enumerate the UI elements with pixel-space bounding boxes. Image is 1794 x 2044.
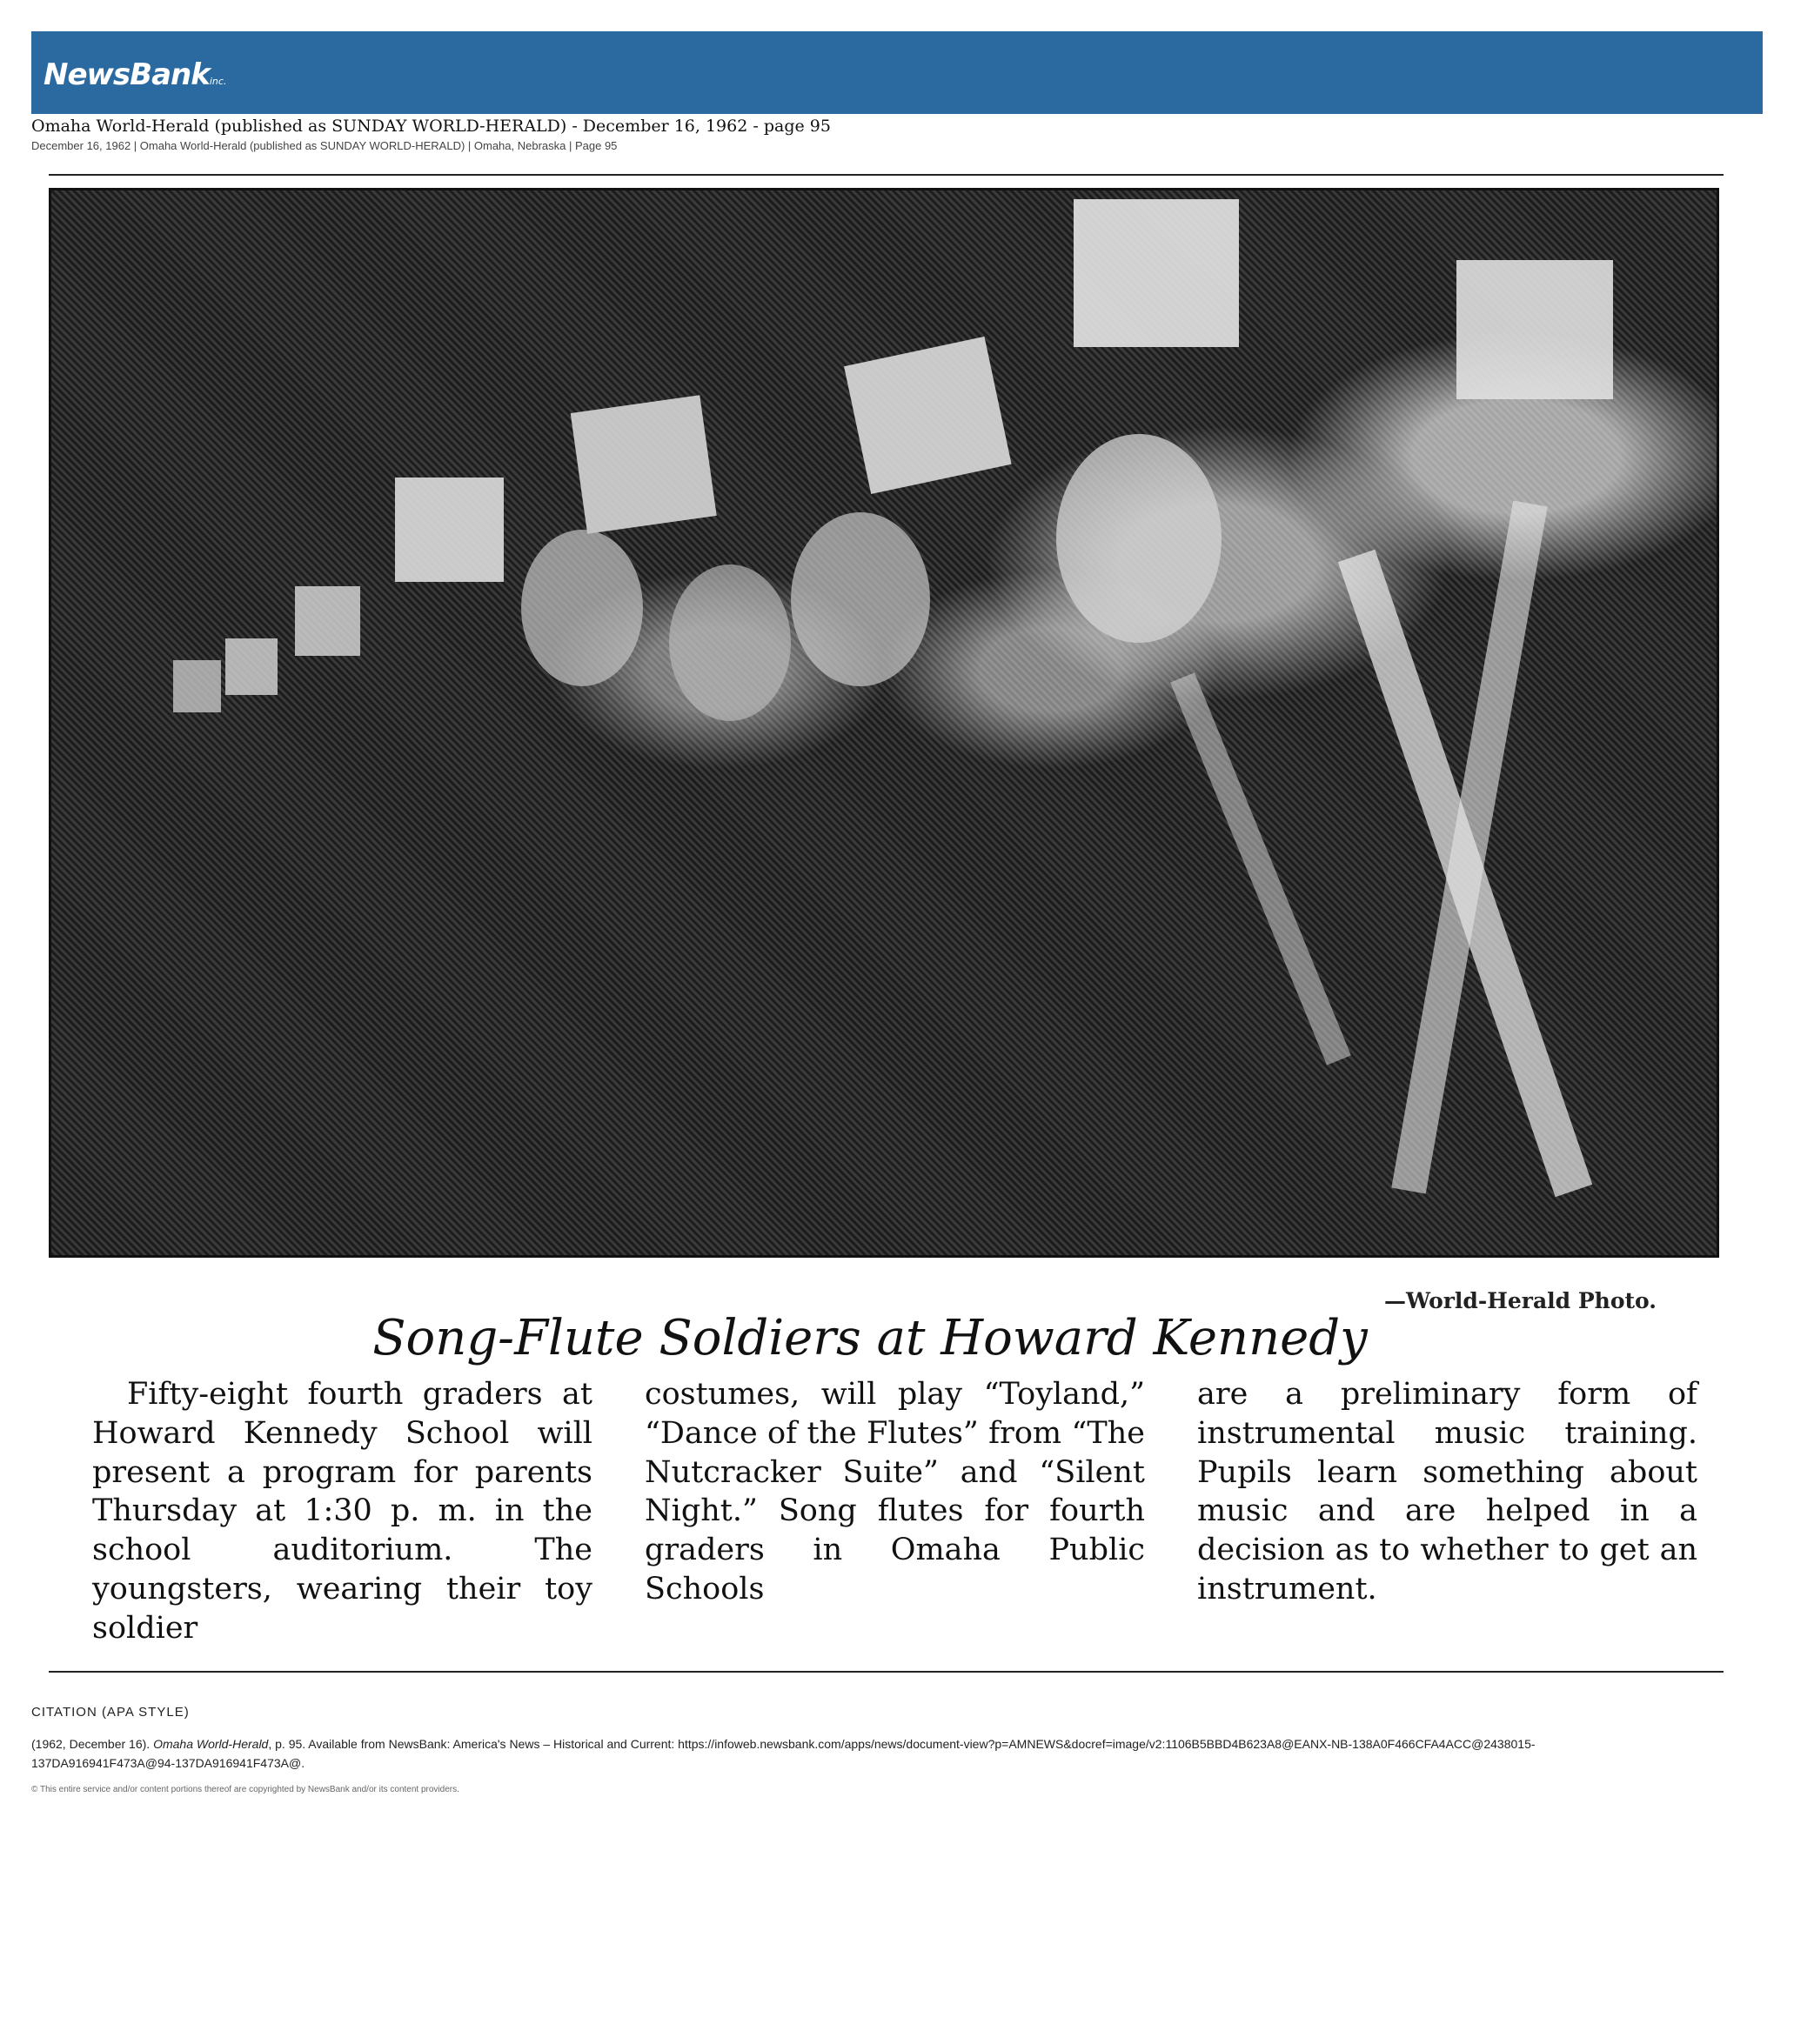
newsbank-logo[interactable] bbox=[44, 57, 226, 92]
header-bar bbox=[31, 31, 1763, 114]
photo-shapes bbox=[51, 190, 1717, 1255]
article-column-2 bbox=[645, 1375, 1145, 1648]
article-headline: Song-Flute Soldiers at Howard Kennedy bbox=[372, 1310, 1368, 1366]
photo-credit: —World-Herald Photo. bbox=[1384, 1288, 1657, 1313]
article-paragraph: are a preliminary form of instrumental music training. Pupils learn something about music and are helped in a decision as to whether to get an instrument. bbox=[1197, 1377, 1697, 1606]
citation-source: Omaha World-Herald bbox=[153, 1737, 269, 1751]
top-rule bbox=[49, 174, 1724, 176]
citation-heading: CITATION (APA STYLE) bbox=[31, 1705, 190, 1720]
article-photo bbox=[49, 188, 1719, 1258]
article-column-3 bbox=[1197, 1375, 1697, 1648]
article-paragraph: costumes, will play “Toyland,” “Dance of the Flutes” from “The Nutcracker Suite” and “Silent Night.” Song flutes for fourth graders in Omaha Public Schools bbox=[645, 1377, 1145, 1606]
document-meta: December 16, 1962 | Omaha World-Herald (published as SUNDAY WORLD-HERALD) | Omaha, Nebraska | Page 95 bbox=[31, 139, 618, 152]
copyright-notice: © This entire service and/or content portions thereof are copyrighted by NewsBank and/or its content providers. bbox=[31, 1785, 459, 1794]
logo-text: NewsBank bbox=[44, 57, 210, 92]
citation-text bbox=[31, 1734, 1597, 1773]
newspaper-clipping bbox=[31, 170, 1709, 1684]
logo-suffix: inc. bbox=[209, 76, 227, 87]
bottom-rule bbox=[49, 1671, 1724, 1673]
document-title: Omaha World-Herald (published as SUNDAY WORLD-HERALD) - December 16, 1962 - page 95 bbox=[31, 117, 831, 136]
article-body bbox=[92, 1375, 1710, 1648]
article-paragraph: Fifty-eight fourth graders at Howard Kennedy School will present a program for parents Thursday at 1:30 p. m. in the school auditorium. The youngsters, wearing their toy soldier bbox=[92, 1377, 592, 1646]
citation-prefix: (1962, December 16). bbox=[31, 1737, 154, 1751]
article-column-1 bbox=[92, 1375, 592, 1648]
citation-suffix[interactable]: , p. 95. Available from NewsBank: America's News – Historical and Current: https://infoweb.newsbank.com/apps/news/document-view?p=AMNEWS&docref=image/v2:1106B5BBD4B623A8@EANX-NB-138A0F466CFA4ACC@2438015-137DA916941F473A@94-137DA916941F473A@. bbox=[31, 1737, 1536, 1771]
